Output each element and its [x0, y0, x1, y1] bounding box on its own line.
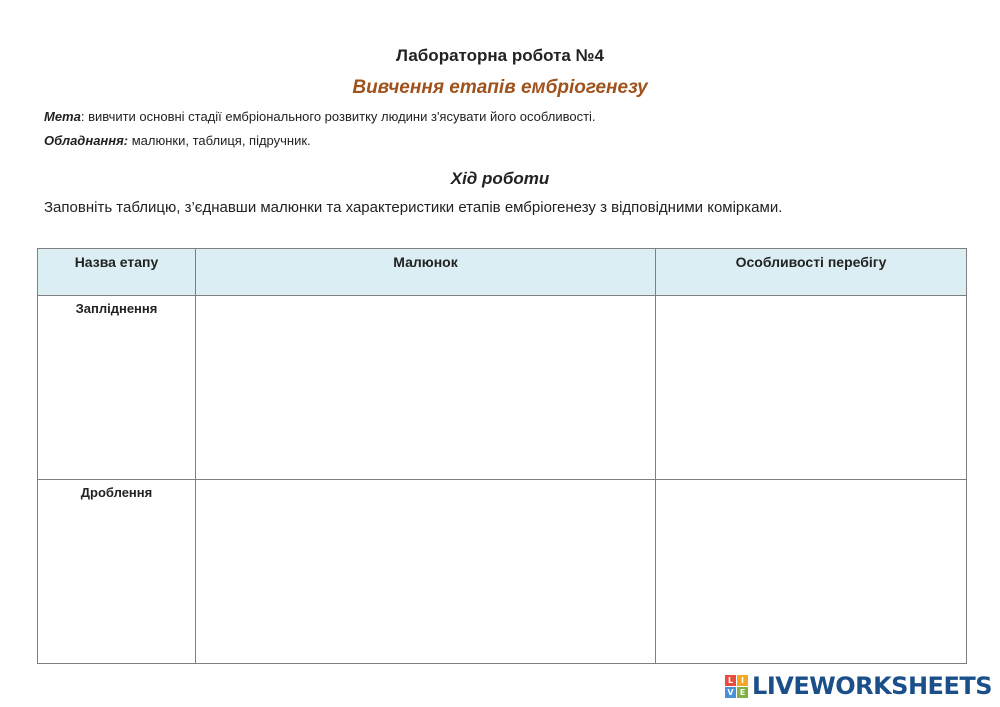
table-row — [38, 296, 967, 480]
logo-letter: I — [737, 675, 748, 686]
header-stage-name: Назва етапу — [38, 249, 196, 296]
header-picture: Малюнок — [196, 249, 656, 296]
picture-drop-cell[interactable] — [196, 296, 656, 480]
stage-name-cell — [38, 480, 196, 664]
goal-text: : вивчити основні стадії ембріонального розвитку людини з'ясувати його особливості. — [80, 109, 596, 124]
page-title: Лабораторна робота №4 — [396, 46, 604, 65]
page-subtitle: Вивчення етапів ембріогенезу — [352, 77, 648, 98]
instruction-text: Заповніть таблицю, з’єднавши малюнки та характеристики етапів ембріогенезу з відповідними комірками. — [44, 199, 783, 216]
logo-letter: E — [737, 687, 748, 698]
stage-name: Запліднення — [75, 301, 158, 316]
equipment-line — [44, 133, 311, 148]
stage-name-cell — [38, 296, 196, 480]
logo-text: LIVEWORKSHEETS — [752, 672, 992, 700]
table-row — [38, 480, 967, 664]
logo-blocks-icon — [725, 675, 748, 698]
logo-letter: L — [725, 675, 736, 686]
features-drop-cell[interactable] — [656, 296, 967, 480]
logo-letter: V — [725, 687, 736, 698]
liveworksheets-logo — [725, 671, 992, 701]
equipment-text: малюнки, таблиця, підручник. — [128, 133, 311, 148]
stage-name: Дроблення — [80, 485, 153, 500]
features-drop-cell[interactable] — [656, 480, 967, 664]
picture-drop-cell[interactable] — [196, 480, 656, 664]
goal-label: Мета — [44, 109, 81, 124]
goal-line — [44, 109, 596, 124]
progress-heading: Хід роботи — [450, 169, 550, 188]
equipment-label: Обладнання: — [44, 133, 129, 148]
header-features: Особливості перебігу — [656, 249, 967, 296]
stages-table — [37, 248, 967, 664]
table-header-row — [38, 249, 967, 296]
